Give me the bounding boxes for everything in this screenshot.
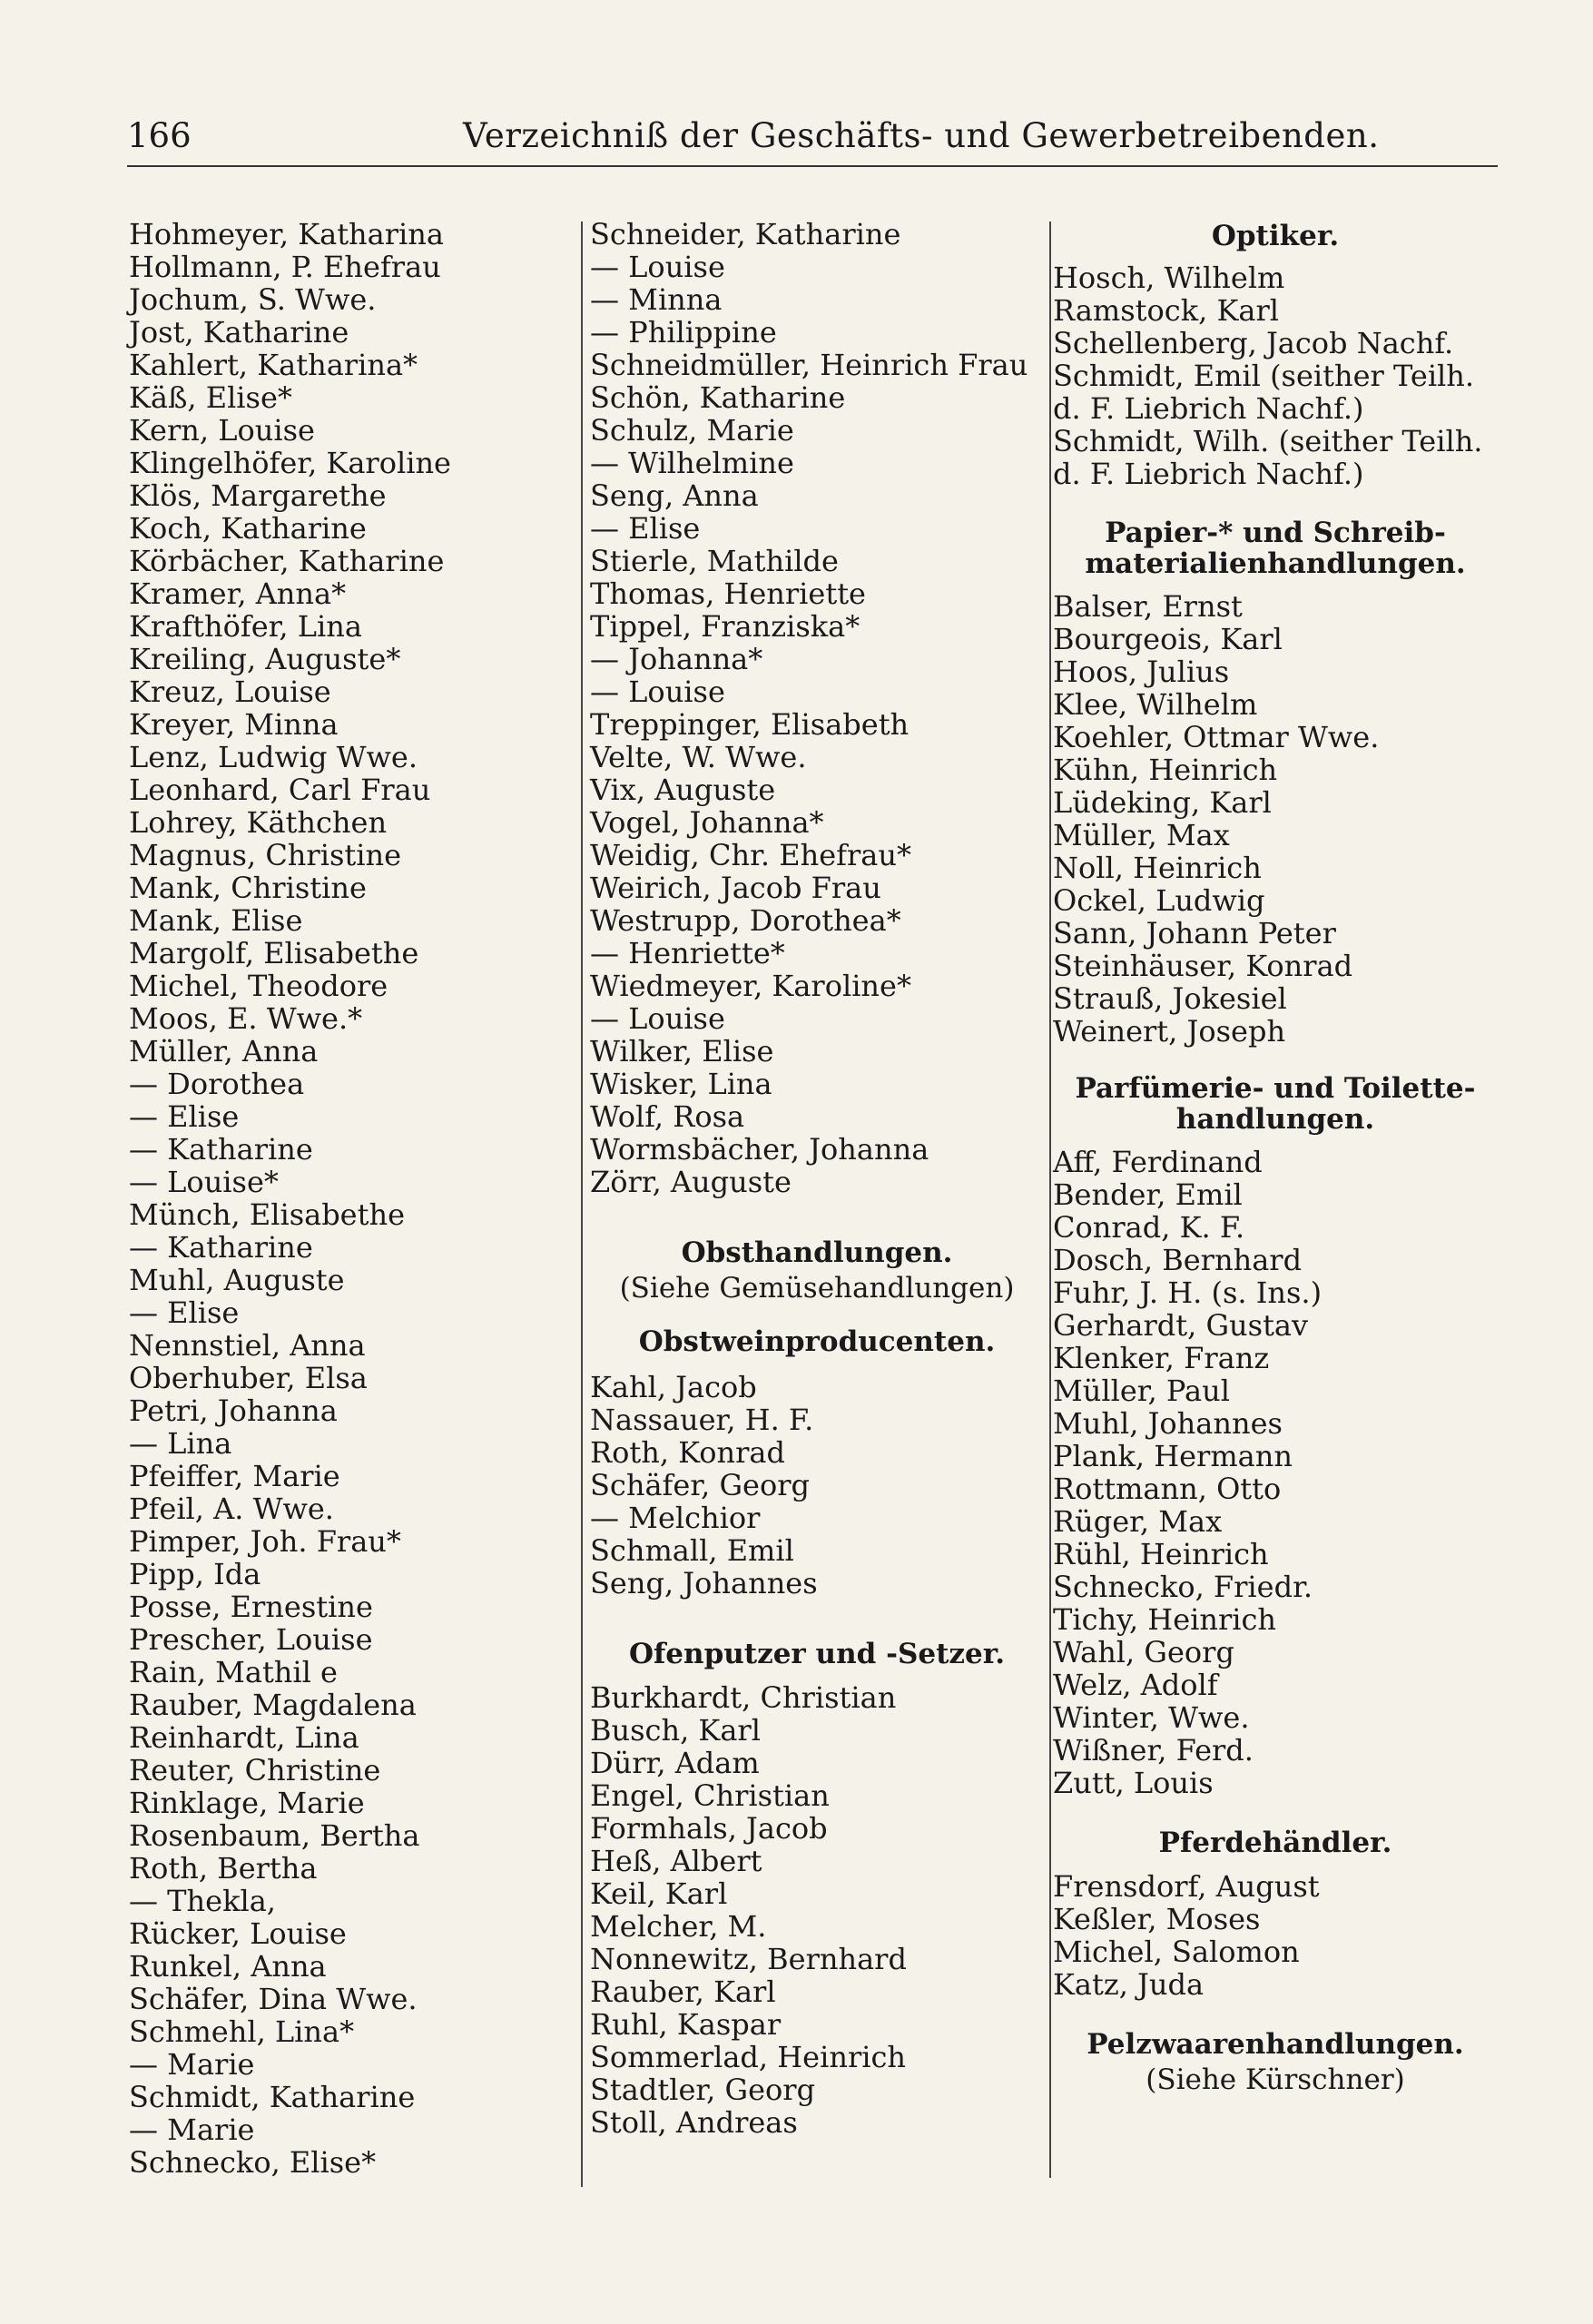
list-item: Müller, Paul — [1053, 1374, 1230, 1408]
list-item: Münch, Elisabethe — [129, 1197, 406, 1232]
list-item: Wilker, Elise — [590, 1034, 774, 1068]
list-item: Prescher, Louise — [129, 1622, 373, 1657]
list-item: — Elise — [129, 1099, 240, 1134]
list-item: Vogel, Johanna* — [590, 805, 824, 840]
list-item: — Henriette* — [590, 936, 785, 970]
list-item: Schäfer, Dina Wwe. — [129, 1982, 418, 2016]
list-item: Kahlert, Katharina* — [129, 348, 418, 382]
list-item: Stadtler, Georg — [590, 2073, 816, 2107]
list-item: Schneidmüller, Heinrich Frau — [590, 348, 1028, 382]
list-item: Wisker, Lina — [590, 1067, 772, 1101]
name-list — [590, 1371, 1044, 1600]
list-item: Melcher, M. — [590, 1909, 767, 1944]
list-item: Conrad, K. F. — [1053, 1210, 1245, 1245]
list-item: Katz, Juda — [1053, 1967, 1205, 2002]
list-item: Rauber, Karl — [590, 1974, 776, 2009]
list-item: Formhals, Jacob — [590, 1811, 828, 1846]
section-heading-pelzwaaren: Pelzwaarenhandlungen. — [1087, 2028, 1464, 2061]
list-item: Bender, Emil — [1053, 1177, 1243, 1212]
list-item: Nonnewitz, Bernhard — [590, 1942, 907, 1976]
list-item: — Louise — [590, 250, 725, 284]
list-item: Kühn, Heinrich — [1053, 753, 1278, 787]
list-item: Hollmann, P. Ehefrau — [129, 250, 441, 284]
list-item: Hohmeyer, Katharina — [129, 217, 444, 251]
list-item: Sann, Johann Peter — [1053, 916, 1336, 950]
list-item: Oberhuber, Elsa — [129, 1361, 368, 1395]
list-item: — Philippine — [590, 315, 777, 350]
list-item: Schneider, Katharine — [590, 217, 901, 251]
list-item: Runkel, Anna — [129, 1949, 327, 1984]
list-item: Westrupp, Dorothea* — [590, 903, 901, 938]
list-item: Ruhl, Kaspar — [590, 2007, 782, 2042]
list-item: Velte, W. Wwe. — [590, 740, 807, 774]
section-heading-parfuemerie-2: handlungen. — [1175, 1103, 1375, 1136]
list-item: Bourgeois, Karl — [1053, 622, 1283, 656]
list-item: Zutt, Louis — [1053, 1766, 1214, 1800]
list-item: Heß, Albert — [590, 1844, 762, 1878]
list-item: Ockel, Ludwig — [1053, 883, 1265, 918]
list-item: Ramstock, Karl — [1053, 293, 1279, 328]
list-item: Pfeil, A. Wwe. — [129, 1492, 334, 1526]
header-rule — [127, 165, 1498, 167]
name-list — [1053, 261, 1498, 490]
section-heading-obstweinproducenten: Obstweinproducenten. — [638, 1325, 996, 1358]
list-item: Plank, Hermann — [1053, 1439, 1293, 1473]
list-item: Pfeiffer, Marie — [129, 1459, 340, 1493]
list-item: Lüdeking, Karl — [1053, 785, 1272, 820]
list-item: Schnecko, Elise* — [129, 2145, 377, 2180]
list-item: Gerhardt, Gustav — [1053, 1308, 1309, 1343]
list-item: Frensdorf, August — [1053, 1869, 1320, 1904]
list-item: Tippel, Franziska* — [590, 609, 860, 644]
list-item: — Marie — [129, 2112, 255, 2147]
list-item: Welz, Adolf — [1053, 1668, 1218, 1702]
list-item: Reinhardt, Lina — [129, 1720, 359, 1755]
list-item: Muhl, Johannes — [1053, 1406, 1283, 1441]
list-item: Wiedmeyer, Karoline* — [590, 969, 911, 1003]
list-item: Lenz, Ludwig Wwe. — [129, 740, 418, 774]
list-item: Kramer, Anna* — [129, 576, 347, 611]
list-item: Jost, Katharine — [129, 315, 349, 350]
list-item: Tichy, Heinrich — [1053, 1602, 1277, 1637]
list-item: Koch, Katharine — [129, 511, 367, 546]
list-item: Noll, Heinrich — [1053, 851, 1262, 885]
list-item: Schulz, Marie — [590, 413, 794, 448]
name-list — [1053, 1146, 1498, 1799]
list-item: Schmidt, Emil (seither Teilh. — [1053, 359, 1475, 393]
list-item: Keßler, Moses — [1053, 1902, 1261, 1936]
list-item: Schmehl, Lina* — [129, 2014, 355, 2049]
list-item: Klös, Margarethe — [129, 478, 387, 513]
list-item: Körbächer, Katharine — [129, 544, 445, 578]
list-item: Engel, Christian — [590, 1778, 830, 1813]
list-item: Wormsbächer, Johanna — [590, 1132, 929, 1167]
list-item: Mank, Christine — [129, 871, 367, 905]
list-item: Jochum, S. Wwe. — [129, 282, 377, 317]
list-item: Klee, Wilhelm — [1053, 687, 1258, 722]
list-item: Krafthöfer, Lina — [129, 609, 362, 644]
list-item: — Elise — [590, 511, 701, 546]
section-heading-papier-2: materialienhandlungen. — [1085, 547, 1466, 580]
list-item: — Katharine — [129, 1230, 313, 1265]
list-item: Sommerlad, Heinrich — [590, 2040, 906, 2074]
list-item: Käß, Elise* — [129, 380, 292, 415]
list-item: Steinhäuser, Konrad — [1053, 949, 1353, 983]
list-item: Schellenberg, Jacob Nachf. — [1053, 326, 1454, 360]
list-item: — Wilhelmine — [590, 446, 794, 480]
list-item: Aff, Ferdinand — [1053, 1145, 1263, 1179]
column-divider-2 — [1049, 222, 1051, 2178]
list-item: Muhl, Auguste — [129, 1263, 345, 1297]
list-item: Kahl, Jacob — [590, 1370, 757, 1404]
list-item: Hosch, Wilhelm — [1053, 261, 1285, 295]
list-item: — Louise — [590, 1001, 725, 1036]
list-item: Rottmann, Otto — [1053, 1472, 1282, 1506]
list-item: — Lina — [129, 1426, 232, 1461]
list-item: Busch, Karl — [590, 1713, 761, 1748]
list-item: Stierle, Mathilde — [590, 544, 839, 578]
list-item: Rain, Mathil e — [129, 1655, 338, 1689]
list-item: Petri, Johanna — [129, 1393, 338, 1428]
list-item: Schmall, Emil — [590, 1533, 794, 1568]
list-item: Vix, Auguste — [590, 773, 776, 807]
list-item: Zörr, Auguste — [590, 1165, 792, 1199]
page-number: 166 — [127, 116, 192, 155]
list-item: Kern, Louise — [129, 413, 315, 448]
list-item: — Katharine — [129, 1132, 313, 1167]
list-item: Mank, Elise — [129, 903, 303, 938]
column-1 — [129, 218, 574, 2179]
list-item: — Thekla, — [129, 1884, 276, 1918]
list-item: Rühl, Heinrich — [1053, 1537, 1269, 1571]
list-item: Müller, Max — [1053, 818, 1230, 852]
list-item: Rücker, Louise — [129, 1916, 347, 1951]
list-item: Fuhr, J. H. (s. Ins.) — [1053, 1275, 1323, 1310]
section-heading-obsthandlungen: Obsthandlungen. — [681, 1236, 953, 1269]
list-item: Müller, Anna — [129, 1034, 319, 1068]
list-item: Posse, Ernestine — [129, 1590, 373, 1624]
list-item: Rauber, Magdalena — [129, 1688, 417, 1722]
list-item: Dosch, Bernhard — [1053, 1243, 1303, 1277]
list-item: d. F. Liebrich Nachf.) — [1053, 391, 1364, 426]
list-item: Stoll, Andreas — [590, 2105, 798, 2140]
list-item: Moos, E. Wwe.* — [129, 1001, 363, 1036]
list-item: Pipp, Ida — [129, 1557, 261, 1591]
list-item: Magnus, Christine — [129, 838, 401, 872]
list-item: Schmidt, Katharine — [129, 2080, 416, 2114]
list-item: Kreiling, Auguste* — [129, 642, 401, 676]
list-item: Schäfer, Georg — [590, 1468, 810, 1502]
section-heading-optiker: Optiker. — [1211, 220, 1340, 252]
list-item: — Minna — [590, 282, 723, 317]
list-item: Schön, Katharine — [590, 380, 846, 415]
list-item: Weinert, Joseph — [1053, 1014, 1286, 1049]
list-item: — Louise — [590, 675, 725, 709]
list-item: Winter, Wwe. — [1053, 1700, 1250, 1735]
list-item: Seng, Anna — [590, 478, 759, 513]
list-item: Nennstiel, Anna — [129, 1328, 366, 1363]
list-item: Nassauer, H. F. — [590, 1403, 814, 1437]
list-item: Reuter, Christine — [129, 1753, 381, 1787]
list-item: Kreyer, Minna — [129, 707, 339, 742]
list-item: Keil, Karl — [590, 1876, 728, 1911]
list-item: Burkhardt, Christian — [590, 1680, 897, 1715]
list-item: d. F. Liebrich Nachf.) — [1053, 457, 1364, 491]
list-item: Schmidt, Wilh. (seither Teilh. — [1053, 424, 1483, 458]
list-item: Hoos, Julius — [1053, 655, 1230, 689]
column-divider-1 — [581, 222, 583, 2187]
list-item: — Johanna* — [590, 642, 763, 676]
list-item: Margolf, Elisabethe — [129, 936, 419, 970]
section-heading-papier: Papier-* und Schreib- — [1105, 517, 1446, 549]
list-item: Klingelhöfer, Karoline — [129, 446, 451, 480]
list-item: Rüger, Max — [1053, 1504, 1223, 1539]
list-item: Leonhard, Carl Frau — [129, 773, 431, 807]
section-heading-parfuemerie: Parfümerie- und Toilette- — [1075, 1072, 1476, 1105]
name-list — [1053, 590, 1498, 1048]
list-item: Thomas, Henriette — [590, 576, 866, 611]
list-item: Treppinger, Elisabeth — [590, 707, 910, 742]
running-title: Verzeichniß der Geschäfts- und Gewerbetreibenden. — [463, 116, 1380, 155]
list-item: Michel, Theodore — [129, 969, 388, 1003]
page-header — [127, 116, 1498, 162]
list-item: Balser, Ernst — [1053, 589, 1243, 624]
list-item: Lohrey, Käthchen — [129, 805, 388, 840]
list-item: Rinklage, Marie — [129, 1786, 365, 1820]
column-2 — [590, 218, 1044, 2139]
name-list — [1053, 1870, 1498, 2001]
list-item: Weirich, Jacob Frau — [590, 871, 881, 905]
list-item: — Louise* — [129, 1165, 279, 1199]
cross-reference-note: (Siehe Kürschner) — [1146, 2063, 1405, 2096]
cross-reference-note: (Siehe Gemüsehandlungen) — [619, 1272, 1015, 1305]
list-item: Wolf, Rosa — [590, 1099, 745, 1134]
section-heading-ofenputzer: Ofenputzer und -Setzer. — [628, 1638, 1006, 1670]
list-item: Michel, Salomon — [1053, 1935, 1300, 1969]
column-3 — [1053, 218, 1498, 2097]
list-item: Roth, Bertha — [129, 1851, 318, 1886]
list-item: Klenker, Franz — [1053, 1341, 1270, 1375]
list-item: Pimper, Joh. Frau* — [129, 1524, 401, 1559]
list-item: — Melchior — [590, 1501, 761, 1535]
list-item: Rosenbaum, Bertha — [129, 1818, 420, 1853]
list-item: Schnecko, Friedr. — [1053, 1570, 1313, 1604]
list-item: Koehler, Ottmar Wwe. — [1053, 720, 1380, 754]
list-item: Roth, Konrad — [590, 1435, 785, 1470]
list-item: Weidig, Chr. Ehefrau* — [590, 838, 911, 872]
list-item: Seng, Johannes — [590, 1566, 818, 1600]
section-heading-pferdehaendler: Pferdehändler. — [1158, 1827, 1392, 1859]
name-list — [590, 1681, 1044, 2139]
list-item: — Elise — [129, 1295, 240, 1330]
list-item: Kreuz, Louise — [129, 675, 331, 709]
list-item: — Dorothea — [129, 1067, 305, 1101]
list-item: Wißner, Ferd. — [1053, 1733, 1254, 1768]
list-item: Wahl, Georg — [1053, 1635, 1234, 1669]
name-list — [590, 218, 1044, 1198]
list-item: — Marie — [129, 2047, 255, 2082]
list-item: Dürr, Adam — [590, 1746, 760, 1780]
list-item: Strauß, Jokesiel — [1053, 981, 1287, 1016]
